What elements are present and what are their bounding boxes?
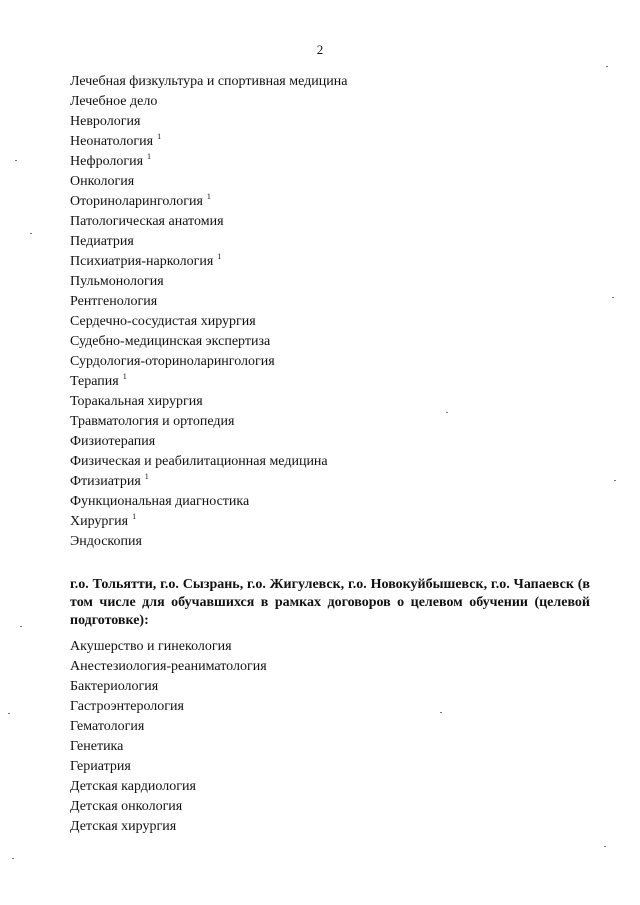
specialty-name: Неврология [70,114,141,129]
specialty-name: Нефрология [70,154,144,169]
specialty-name: Физиотерапия [70,434,156,449]
specialty-name: Онкология [70,174,135,189]
specialty-name: Неонатология [70,134,154,149]
list-item: Бактериология [70,679,159,694]
scan-speck [15,160,17,161]
list-item: Акушерство и гинекология [70,639,232,654]
list-item [70,492,347,512]
list-item: Детская кардиология [70,779,196,794]
list-item [70,112,347,132]
specialty-name: Торакальная хирургия [70,394,203,409]
specialty-name: Сурдология-оториноларингология [70,354,275,369]
list-item: Анестезиология-реаниматология [70,659,267,674]
scan-speck [604,846,606,847]
list-item [70,192,347,212]
list-item [70,232,347,252]
list-item [70,412,347,432]
specialty-list-2 [70,637,267,837]
footnote-marker: 1 [206,192,211,202]
footnote-marker: 1 [122,372,127,382]
scan-speck [20,626,22,627]
specialty-name: Физическая и реабилитационная медицина [70,454,328,469]
list-item [70,132,347,152]
list-item [70,292,347,312]
specialty-name: Лечебное дело [70,94,158,109]
specialty-name: Патологическая анатомия [70,214,224,229]
scan-speck [606,66,608,67]
footnote-marker: 1 [144,472,149,482]
specialty-name: Фтизиатрия [70,474,141,489]
list-item [70,152,347,172]
scan-speck [12,858,14,859]
scan-speck [8,713,10,714]
footnote-marker: 1 [132,512,137,522]
specialty-name: Травматология и ортопедия [70,414,235,429]
list-item: Гериатрия [70,759,131,774]
specialty-name: Пульмонология [70,274,164,289]
list-item [70,452,347,472]
specialty-name: Лечебная физкультура и спортивная медицина [70,74,348,89]
scan-speck [614,480,616,481]
specialty-name: Эндоскопия [70,534,142,549]
list-item [70,272,347,292]
list-item: Гастроэнтерология [70,699,184,714]
specialty-name: Педиатрия [70,234,134,249]
specialty-name: Психиатрия-наркология [70,254,214,269]
scan-speck [446,412,448,413]
scan-speck [440,712,442,713]
list-item [70,512,347,532]
list-item: Генетика [70,739,124,754]
specialty-name: Хирургия [70,514,129,529]
footnote-marker: 1 [147,152,152,162]
list-item [70,72,347,92]
footnote-marker: 1 [157,132,162,142]
specialty-name: Рентгенология [70,294,158,309]
specialty-name: Терапия [70,374,119,389]
specialty-list-1 [70,72,347,552]
list-item [70,372,347,392]
list-item [70,92,347,112]
page-number: 2 [316,42,324,57]
list-item [70,472,347,492]
list-item [70,332,347,352]
scan-speck [612,297,614,298]
list-item: Детская онкология [70,799,183,814]
specialty-name: Оториноларингология [70,194,203,209]
list-item [70,312,347,332]
list-item: Детская хирургия [70,819,177,834]
list-item [70,352,347,372]
scan-speck [30,233,32,234]
specialty-name: Судебно-медицинская экспертиза [70,334,271,349]
specialty-name: Функциональная диагностика [70,494,250,509]
list-item [70,212,347,232]
list-item [70,532,347,552]
specialty-name: Сердечно-сосудистая хирургия [70,314,256,329]
list-item [70,432,347,452]
list-item: Гематология [70,719,145,734]
list-item [70,392,347,412]
section-heading: г.о. Тольятти, г.о. Сызрань, г.о. Жигулевск, г.о. Новокуйбышевск, г.о. Чапаевск (в том числе для обучавшихся в рамках договоров о целевом обучении (целевой подготовке): [70,577,590,628]
list-item [70,172,347,192]
list-item [70,252,347,272]
footnote-marker: 1 [217,252,222,262]
